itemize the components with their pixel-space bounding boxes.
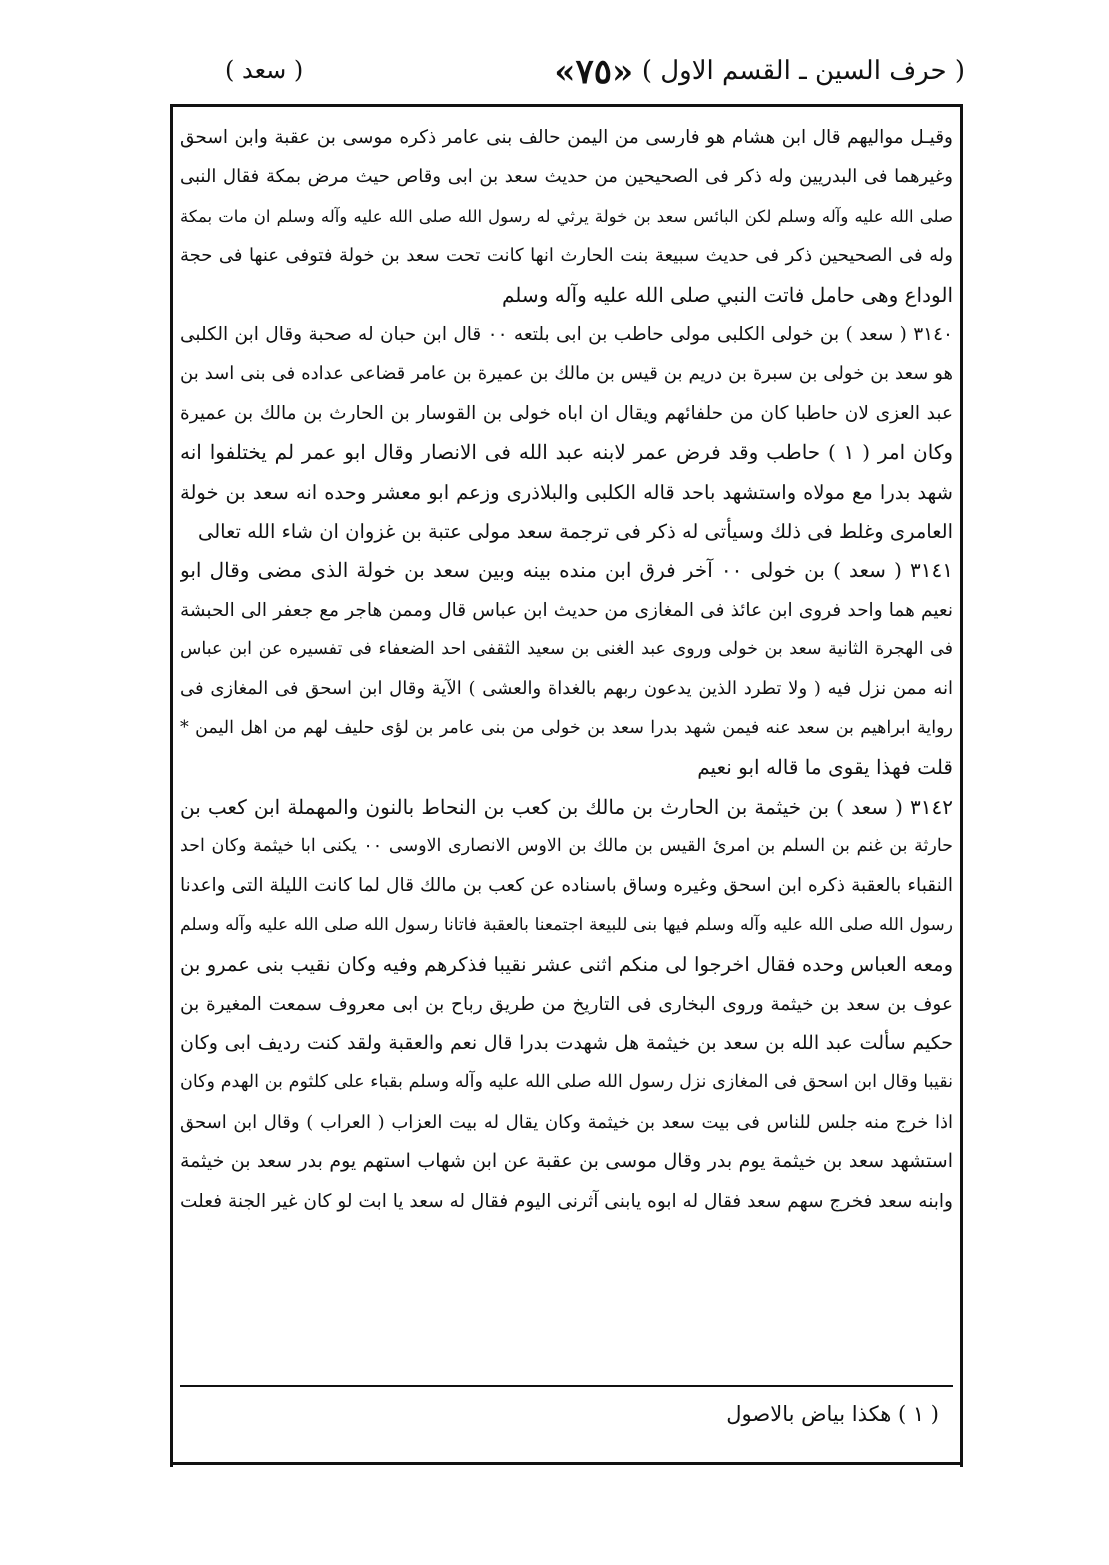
frame-bottom-rule xyxy=(170,1462,963,1465)
text-line: ومعه العباس وحده فقال اخرجوا لى منكم اثنى عشر نقيبا فذكرهم وفيه وكان نقيب بنى عمرو بن xyxy=(180,953,953,977)
text-line: استشهد سعد بن خيثمة يوم بدر وقال موسى بن عقبة عن ابن شهاب استهم يوم بدر سعد بن خيثمة xyxy=(180,1150,953,1173)
entry-3140-line: ٣١٤٠ ( سعد ) بن خولى الكلبى مولى حاطب بن ابى بلتعه ٠٠ قال ابن حبان له صحبة وقال ابن الكلبى xyxy=(180,323,953,345)
text-line: وكان امر ( ١ ) حاطب وقد فرض عمر لابنه عبد الله فى الانصار وقال ابو عمر لم يختلفوا انه xyxy=(180,440,953,465)
text-line: هو سعد بن خولى بن سبرة بن دريم بن قيس بن مالك بن عميرة بن عامر قضاعى عداده فى بنى اسد بن xyxy=(180,363,953,385)
text-line: نقيبا وقال ابن اسحق فى المغازى نزل رسول الله صلى الله عليه وآله وسلم بقباء على كلثوم بن الهدم وكان xyxy=(180,1072,953,1093)
text-line: عوف بن سعد بن خيثمة وروى البخارى فى التاريخ من طريق رباح بن ابى معروف سمعت المغيرة بن xyxy=(180,993,953,1015)
text-line: نعيم هما واحد فروى ابن عائذ فى المغازى من حديث ابن عباس قال وممن هاجر مع جعفر الى الحبشة xyxy=(180,599,953,621)
text-line: النقباء بالعقبة ذكره ابن اسحق وغيره وساق باسناده عن كعب بن مالك قال لما كانت الليلة التى واعدنا xyxy=(180,875,953,897)
text-line: فى الهجرة الثانية سعد بن خولى وروى عبد الغنى بن سعيد الثقفى احد الضعفاء فى تفسيره عن ابن عباس xyxy=(180,639,953,660)
text-line: وابنه سعد فخرج سهم سعد فقال له ابوه يابنى آثرنى اليوم فقال له سعد يا ابت لو كان غير الجنة فعلت xyxy=(180,1190,953,1212)
text-line: وقيـل مواليهم قال ابن هشام هو فارسى من اليمن حالف بنى عامر ذكره موسى بن عقبة وابن اسحق xyxy=(180,127,953,148)
text-line: انه ممن نزل فيه ( ولا تطرد الذين يدعون ربهم بالغداة والعشى ) الآية وقال ابن اسحق فى المغازى فى xyxy=(180,678,953,700)
page-header xyxy=(175,52,965,98)
text-line: عبد العزى لان حاطبا كان من حلفائهم ويقال ان اباه خولى بن القوسار بن الحارث بن مالك بن عميرة xyxy=(180,402,953,424)
text-line: حكيم سألت عبد الله بن سعد بن خيثمة هل شهدت بدرا قال نعم والعقبة ولقد كنت رديف ابى وكان xyxy=(180,1031,953,1054)
text-line: صلى الله عليه وآله وسلم لكن البائس سعد بن خولة يرثي له رسول الله صلى الله عليه وآله وسلم ان مات بمكة xyxy=(180,206,953,226)
main-text xyxy=(180,118,953,1221)
text-line: الوداع وهى حامل فاتت النبي صلى الله عليه وآله وسلم xyxy=(502,282,953,307)
text-line: قلت فهذا يقوى ما قاله ابو نعيم xyxy=(697,755,953,780)
text-line: رواية ابراهيم بن سعد عنه فيمن شهد بدرا سعد بن خولى من بنى عامر بن لؤى حليف لهم من اهل اليمن * xyxy=(180,717,953,738)
text-line: حارثة بن غنم بن السلم بن امرئ القيس بن مالك بن الاوس الانصارى الاوسى ٠٠ يكنى ابا خيثمة وكان احد xyxy=(180,836,953,857)
text-line: العامرى وغلط فى ذلك وسيأتى له ذكر فى ترجمة سعد مولى عتبة بن غزوان ان شاء الله تعالى xyxy=(197,519,953,543)
running-head-word: ( سعد ) xyxy=(225,56,304,84)
entry-3141-line: ٣١٤١ ( سعد ) بن خولى ٠٠ آخر فرق ابن منده بينه وبين سعد بن خولة الذى مضى وقال ابو xyxy=(180,558,953,583)
text-line: اذا خرج منه جلس للناس فى بيت سعد بن خيثمة وكان يقال له بيت العزاب ( العراب ) وقال ابن اسحق xyxy=(180,1111,953,1133)
header-title: ( حرف السين ـ القسم الاول ) xyxy=(641,56,965,86)
text-line: وغيرهما فى البدريين وله ذكر فى الصحيحين من حديث سعد بن ابى وقاص حيث مرض بمكة فقال النبى xyxy=(180,166,953,188)
footnote: ( ١ ) هكذا بياض بالاصول xyxy=(726,1402,939,1426)
page-number: «٧٥» xyxy=(554,52,634,92)
text-line: رسول الله صلى الله عليه وآله وسلم فيها بنى للبيعة اجتمعنا بالعقبة فاتانا رسول الله صلى الله عليه وآله وسلم xyxy=(180,914,953,935)
entry-3142-line: ٣١٤٢ ( سعد ) بن خيثمة بن الحارث بن مالك بن كعب بن النحاط بالنون والمهملة ابن كعب بن xyxy=(180,794,953,819)
text-line: وله فى الصحيحين ذكر فى حديث سبيعة بنت الحارث انها كانت تحت سعد بن خولة فتوفى عنها فى حجة xyxy=(180,245,953,267)
text-line: شهد بدرا مع مولاه واستشهد باحد قاله الكلبى والبلاذرى وزعم ابو معشر وحده انه سعد بن خولة xyxy=(180,480,953,504)
footnote-divider xyxy=(180,1385,953,1387)
